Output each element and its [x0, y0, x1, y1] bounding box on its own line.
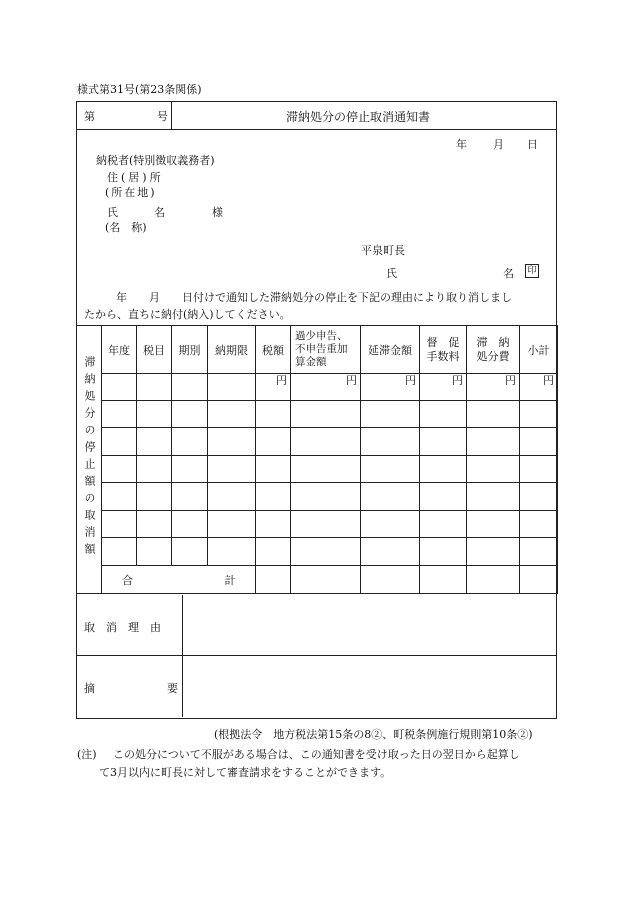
yen-unit: 円	[291, 374, 361, 401]
yen-unit: 円	[420, 374, 467, 401]
addressee-address-alt: (所在地)	[105, 186, 157, 199]
table-row	[77, 456, 558, 483]
table-row	[77, 483, 558, 511]
header-due-date: 納期限	[208, 326, 256, 374]
header-period: 期別	[172, 326, 208, 374]
section-label-divider	[182, 595, 183, 717]
yen-unit: 円	[467, 374, 520, 401]
addressee-honorific: 様	[212, 206, 223, 219]
addressee-address: 住(居)所	[107, 171, 164, 184]
addressee-name-alt: (名 称)	[105, 221, 147, 234]
table-row	[77, 428, 558, 456]
table-row	[77, 538, 558, 566]
number-suffix: 号	[157, 110, 168, 123]
header-disposal-cost: 滞 納 処分費	[467, 326, 520, 374]
reason-label: 取 消 理 由	[84, 621, 161, 634]
total-row	[77, 566, 558, 594]
header-tax-item: 税目	[137, 326, 172, 374]
header-reminder-fee: 督 促 手数料	[420, 326, 467, 374]
date-year: 年	[456, 138, 467, 151]
side-label: 滞納処分の停止額の取消額	[83, 356, 96, 560]
header-tax-amount: 税額	[256, 326, 291, 374]
summary-label-a: 摘	[84, 682, 95, 695]
addressee-heading: 納税者(特別徴収義務者)	[96, 154, 215, 167]
total-label-cell	[102, 566, 256, 594]
issuer-title: 平泉町長	[361, 244, 405, 257]
note-mark: (注)	[77, 748, 97, 761]
date-day: 日	[527, 138, 538, 151]
number-cell-divider	[171, 101, 172, 130]
table-row	[77, 374, 558, 401]
header-year: 年度	[102, 326, 137, 374]
yen-unit: 円	[520, 374, 558, 401]
issuer-name-a: 氏	[386, 267, 397, 280]
document-title: 滞納処分の停止取消通知書	[286, 110, 431, 124]
yen-unit: 円	[361, 374, 420, 401]
legal-basis: (根拠法令 地方税法第15条の8②、町税条例施行規則第10条②)	[214, 728, 533, 741]
reason-divider	[76, 655, 557, 656]
total-label-a: 合	[122, 573, 133, 587]
body-line-1: 年 月 日付けで通知した滞納処分の停止を下記の理由により取り消しまし	[116, 291, 512, 304]
side-label-cell	[77, 326, 102, 594]
amount-table	[76, 325, 558, 594]
addressee-name-b: 名	[154, 206, 165, 219]
body-line-2: たから、直ちに納付(納入)してください。	[84, 308, 291, 321]
header-subtotal: 小計	[520, 326, 558, 374]
number-prefix: 第	[84, 110, 95, 123]
header-penalty: 過少申告、 不申告重加 算金額	[291, 326, 361, 374]
note-line-2: て3月以内に町長に対して審査請求をすることができます。	[99, 766, 392, 779]
summary-label-b: 要	[167, 682, 178, 695]
issuer-name-b: 名	[503, 267, 514, 280]
table-row	[77, 511, 558, 538]
date-month: 月	[493, 138, 504, 151]
header-delinquency: 延滞金額	[361, 326, 420, 374]
total-label-b: 計	[224, 573, 236, 587]
addressee-name-a: 氏	[107, 206, 118, 219]
yen-unit: 円	[256, 374, 291, 401]
title-row-divider	[76, 129, 557, 130]
form-label: 様式第31号(第23条関係)	[77, 83, 202, 96]
seal-icon: 印	[525, 264, 539, 278]
table-row	[77, 401, 558, 428]
note-line-1: この処分について不服がある場合は、この通知書を受け取った日の翌日から起算し	[113, 748, 520, 761]
